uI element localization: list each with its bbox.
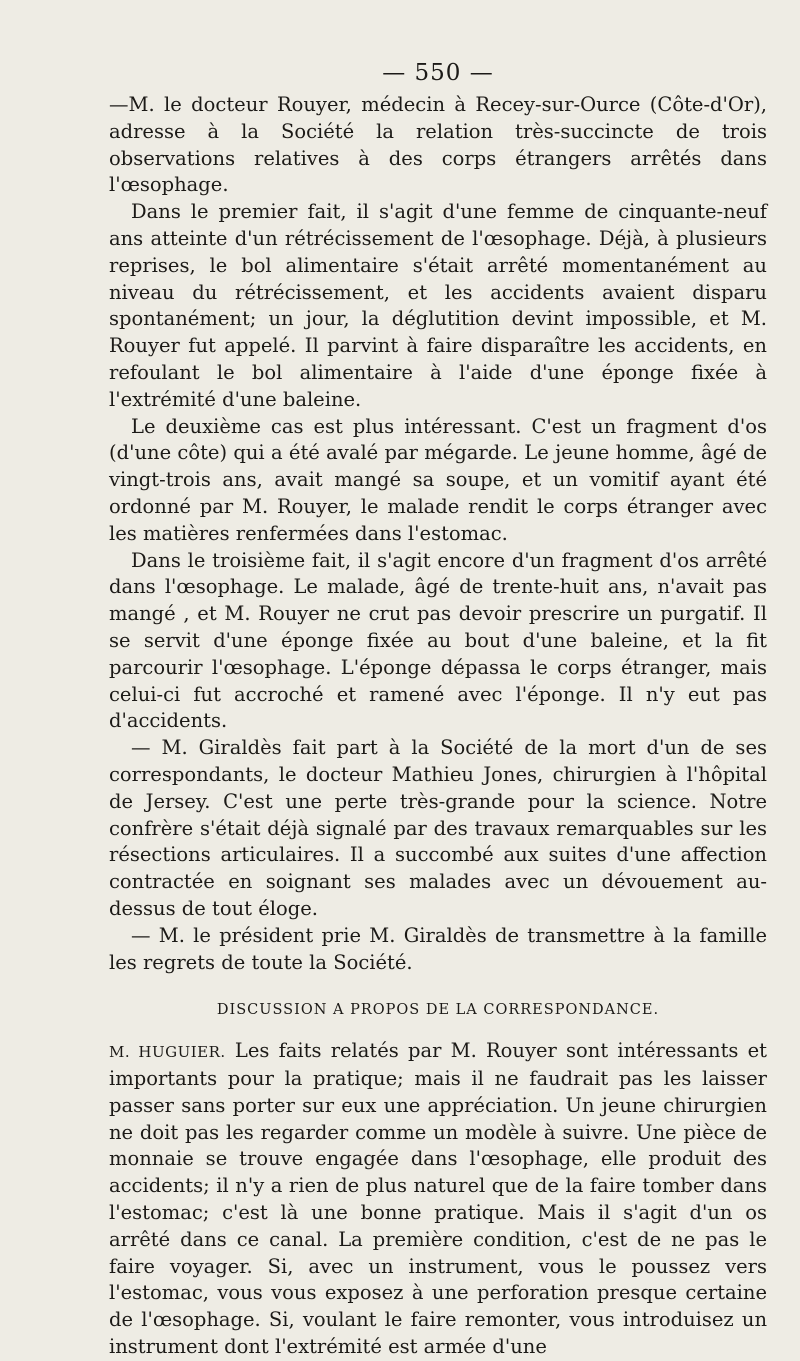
- paragraph-text: le docteur Rouyer, médecin à Recey-sur-Ource (Côte-d'Or), adresse à la Société la relation très-succincte de trois observations relatives à des corps étrangers arrêtés dans l'œsophage.: [109, 93, 768, 197]
- paragraph-text: Les faits relatés par M. Rouyer sont intéressants et importants pour la pratique; mais il ne faudrait pas les laisser passer sans porter sur eux une appréciation. Un jeune chirurgien ne doit pas les regarder comme un modèle à suivre. Une pièce de monnaie se trouve engagée dans l'œsophage, elle produit des accidents; il n'y a rien de plus naturel que de la faire tomber dans l'estomac; c'est là une bonne pratique. Mais il s'agit d'un os arrêté dans ce canal. La première condition, c'est de ne pas le faire voyager. Si, avec un instrument, vous le poussez vers l'estomac, vous vous exposez à une perforation presque certaine de l'œsophage. Si, voulant le faire remonter, vous introduisez un instrument dont l'extrémité est armée d'une: [109, 1039, 768, 1359]
- paragraph-lead: —M.: [109, 93, 155, 116]
- paragraph-giraldes-announcement: — M. Giraldès fait part à la Société de la mort d'un de ses correspondants, le docteur Mathieu Jones, chirurgien à l'hôpital de Jersey. C'est une perte très-grande pour la science. Notre confrère s'était déjà signalé par des travaux remarquables sur les résections articulaires. Il a succombé aux suites d'une affection contractée en soignant ses malades avec un dévouement au-dessus de tout éloge.: [109, 736, 767, 920]
- page-number: — 550 —: [382, 60, 494, 86]
- paragraph-third-case: Dans le troisième fait, il s'agit encore d'un fragment d'os arrêté dans l'œsophage. Le malade, âgé de trente-huit ans, n'avait pas mangé , et M. Rouyer ne crut pas devoir prescrire un purgatif. Il se servit d'une éponge fixée au bout d'une baleine, et la fit parcourir l'œsophage. L'éponge dépassa le corps étranger, mais celui-ci fut accroché et ramené avec l'éponge. Il n'y eut pas d'accidents.: [109, 548, 767, 733]
- paragraph-huguier: [109, 1038, 767, 1361]
- paragraph-second-case: Le deuxième cas est plus intéressant. C'est un fragment d'os (d'une côte) qui a été avalé par mégarde. Le jeune homme, âgé de vingt-trois ans, avait mangé sa soupe, et un vomitif ayant été ordonné par M. Rouyer, le malade rendit le corps étranger avec les matières renfermées dans l'estomac.: [109, 414, 767, 545]
- section-heading: DISCUSSION A PROPOS DE LA CORRESPONDANCE.: [216, 1002, 660, 1019]
- speaker-name: M. HUGUIER.: [109, 1043, 226, 1062]
- paragraph-president: — M. le président prie M. Giraldès de transmettre à la famille les regrets de toute la Société.: [109, 923, 767, 974]
- paragraph-rouyer-intro: [109, 92, 767, 199]
- paragraph-first-case: Dans le premier fait, il s'agit d'une femme de cinquante-neuf ans atteinte d'un rétrécissement de l'œsophage. Déjà, à plusieurs reprises, le bol alimentaire s'était arrêté momentanément au niveau du rétrécissement, et les accidents avaient disparu spontanément; un jour, la déglutition devint impossible, et M. Rouyer fut appelé. Il parvint à faire disparaître les accidents, en refoulant le bol alimentaire à l'aide d'une éponge fixée à l'extrémité d'une baleine.: [109, 200, 767, 411]
